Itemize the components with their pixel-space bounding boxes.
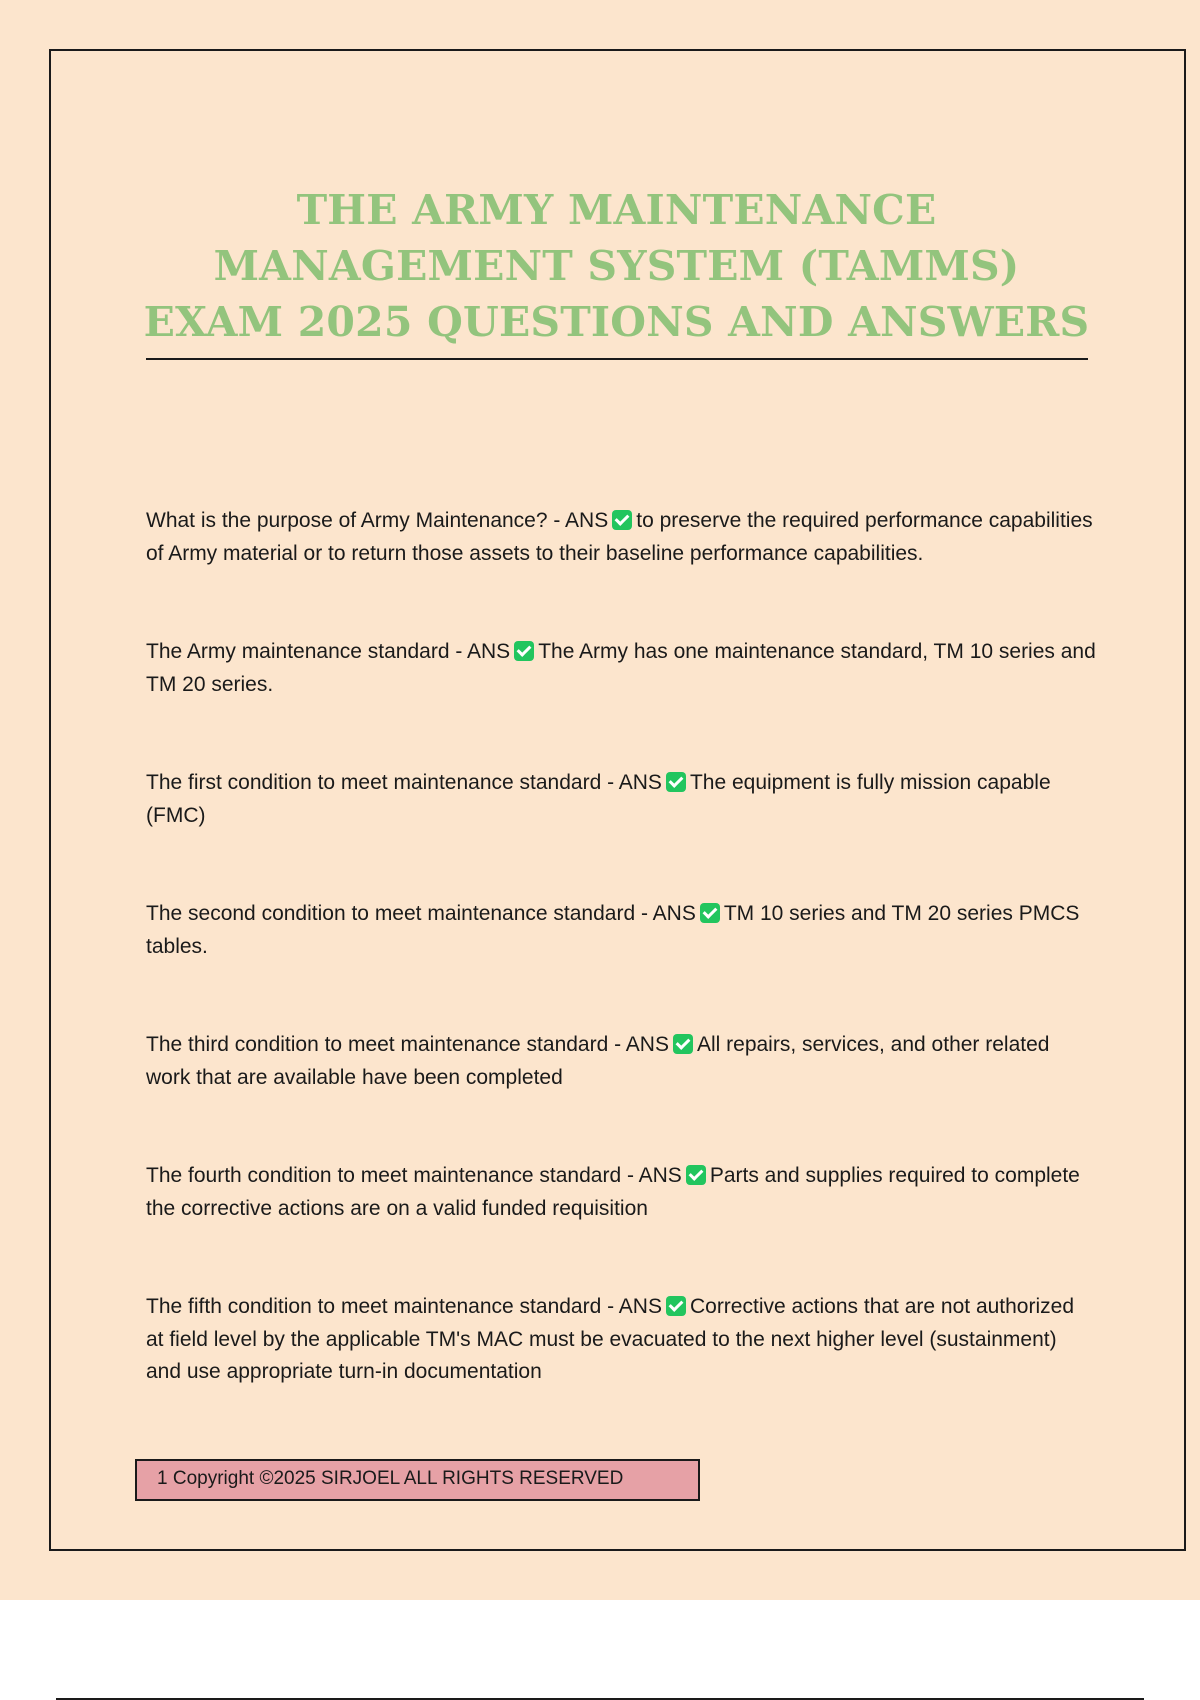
qa-item-3 bbox=[146, 767, 1096, 832]
qa-item-4 bbox=[146, 898, 1096, 963]
answer-text: The equipment is fully mission capable (FMC) bbox=[146, 771, 1051, 827]
question-text: The second condition to meet maintenance standard - ANS bbox=[146, 902, 696, 925]
title-line-3: EXAM 2025 QUESTIONS AND ANSWERS bbox=[143, 298, 1090, 346]
check-mark-icon bbox=[666, 1296, 686, 1316]
check-mark-icon bbox=[514, 641, 534, 661]
qa-item-2 bbox=[146, 636, 1096, 701]
answer-text: Parts and supplies required to complete the corrective actions are on a valid funded requisition bbox=[146, 1164, 1080, 1220]
title-line-1: THE ARMY MAINTENANCE bbox=[296, 186, 937, 234]
answer-text: The Army has one maintenance standard, TM 10 series and TM 20 series. bbox=[146, 640, 1096, 696]
question-text: The first condition to meet maintenance standard - ANS bbox=[146, 771, 662, 794]
check-mark-icon bbox=[673, 1034, 693, 1054]
qa-list bbox=[146, 505, 1096, 1389]
question-text: The Army maintenance standard - ANS bbox=[146, 640, 511, 663]
answer-text: to preserve the required performance capabilities of Army material or to return those assets to their baseline performance capabilities. bbox=[146, 509, 1093, 565]
check-mark-icon bbox=[612, 510, 632, 530]
answer-text: Corrective actions that are not authorized at field level by the applicable TM's MAC must be evacuated to the next higher level (sustainment) and use appropriate turn-in documentation bbox=[146, 1295, 1075, 1383]
qa-item-1 bbox=[146, 505, 1096, 570]
question-text: What is the purpose of Army Maintenance? - ANS bbox=[146, 509, 609, 532]
answer-text: TM 10 series and TM 20 series PMCS tables. bbox=[146, 902, 1080, 958]
question-text: The third condition to meet maintenance standard - ANS bbox=[146, 1033, 669, 1056]
document-title bbox=[100, 182, 1133, 350]
title-line-2: MANAGEMENT SYSTEM (TAMMS) bbox=[213, 242, 1020, 290]
question-text: The fourth condition to meet maintenance standard - ANS bbox=[146, 1164, 682, 1187]
copyright-footer: 1 Copyright ©2025 SIRJOEL ALL RIGHTS RESERVED bbox=[135, 1459, 700, 1501]
check-mark-icon bbox=[700, 903, 720, 923]
check-mark-icon bbox=[666, 772, 686, 792]
qa-item-7 bbox=[146, 1291, 1096, 1389]
answer-text: All repairs, services, and other related work that are available have been completed bbox=[146, 1033, 1050, 1089]
check-mark-icon bbox=[686, 1165, 706, 1185]
qa-item-5 bbox=[146, 1029, 1096, 1094]
question-text: The fifth condition to meet maintenance standard - ANS bbox=[146, 1295, 662, 1318]
qa-item-6 bbox=[146, 1160, 1096, 1225]
title-underline bbox=[146, 358, 1088, 360]
